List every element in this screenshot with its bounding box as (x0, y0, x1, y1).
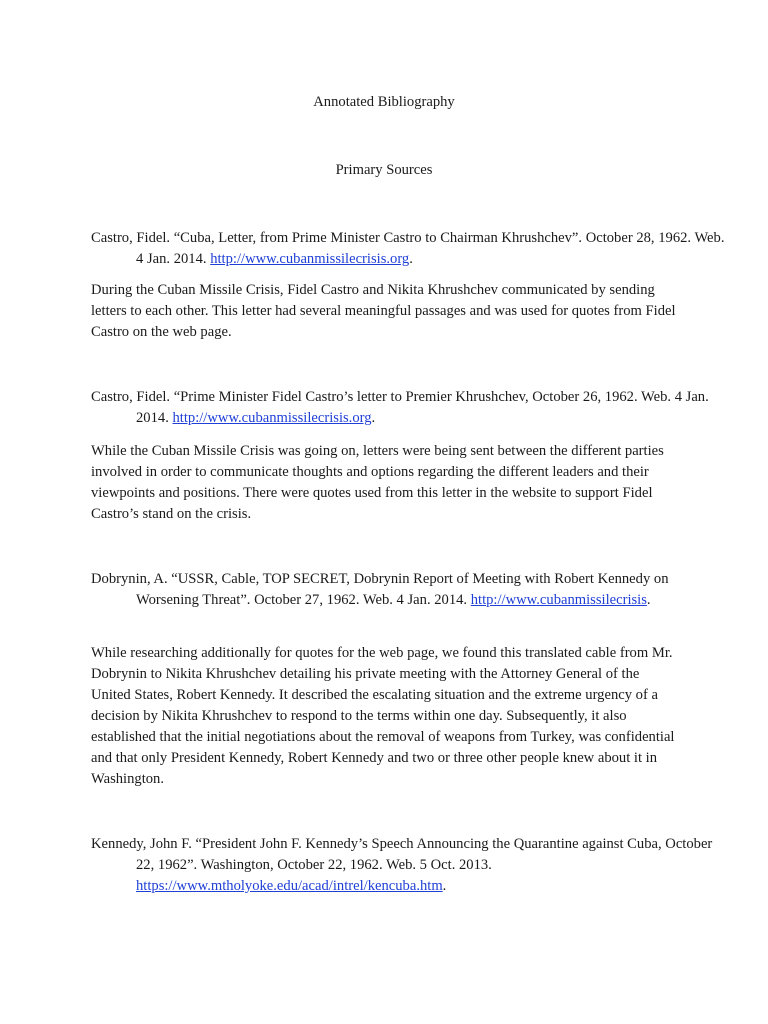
section-heading: Primary Sources (335, 162, 433, 178)
citation-trailing: . (409, 251, 413, 267)
citation-text: Kennedy, John F. “President John F. Kennedy’s Speech Announcing the Quarantine against Cuba, October 22, 1962”. Washington, October 22, 1962. Web. 5 Oct. 2013. (91, 836, 713, 873)
citation-entry-3 (91, 569, 726, 611)
annotation-entry-3: While researching additionally for quotes for the web page, we found this translated cable from Mr. Dobrynin to Nikita Khrushchev detailing his private meeting with the Attorney General of the United States, Robert Kennedy. It described the escalating situation and the extreme urgency of a decision by Nikita Khrushchev to respond to the terms within one day. Subsequently, it also established that the initial negotiations about the removal of weapons from Turkey, was confidential and that only President Kennedy, Robert Kennedy and two or three other people knew about it in Washington. (91, 645, 675, 787)
citation-trailing: . (646, 592, 651, 608)
citation-link[interactable]: https://www.mtholyoke.edu/acad/intrel/kencuba.htm (136, 878, 443, 894)
annotation-entry-2: While the Cuban Missile Crisis was going on, letters were being sent between the different parties involved in order to communicate thoughts and options regarding the different leaders and their viewpoints and positions. There were quotes used from this letter in the website to support Fidel Castro’s stand on the crisis. (91, 443, 664, 522)
citation-link[interactable]: http://www.cubanmissilecrisis.org (172, 410, 372, 426)
citation-entry-2 (91, 387, 726, 429)
citation-text: Castro, Fidel. “Cuba, Letter, from Prime Minister Castro to Chairman Khrushchev”. October 28, 1962. Web. 4 Jan. 2014. (91, 230, 725, 267)
annotation-entry-1: During the Cuban Missile Crisis, Fidel Castro and Nikita Khrushchev communicated by sending letters to each other. This letter had several meaningful passages and was used for quotes from Fidel Castro on the web page. (91, 282, 676, 340)
citation-text: Dobrynin, A. “USSR, Cable, TOP SECRET, Dobrynin Report of Meeting with Robert Kennedy on Worsening Threat”. October 27, 1962. Web. 4 Jan. 2014. (91, 571, 669, 608)
citation-trailing: . (442, 878, 447, 894)
citation-link[interactable]: http://www.cubanmissilecrisis (470, 592, 647, 608)
citation-trailing: . (371, 410, 376, 426)
document-title: Annotated Bibliography (313, 94, 455, 110)
citation-link[interactable]: http://www.cubanmissilecrisis.org (210, 251, 410, 267)
citation-entry-4 (91, 834, 726, 897)
citation-text: Castro, Fidel. “Prime Minister Fidel Castro’s letter to Premier Khrushchev, October 26, 1962. Web. 4 Jan. 2014. (91, 389, 709, 426)
citation-entry-1 (91, 228, 726, 270)
